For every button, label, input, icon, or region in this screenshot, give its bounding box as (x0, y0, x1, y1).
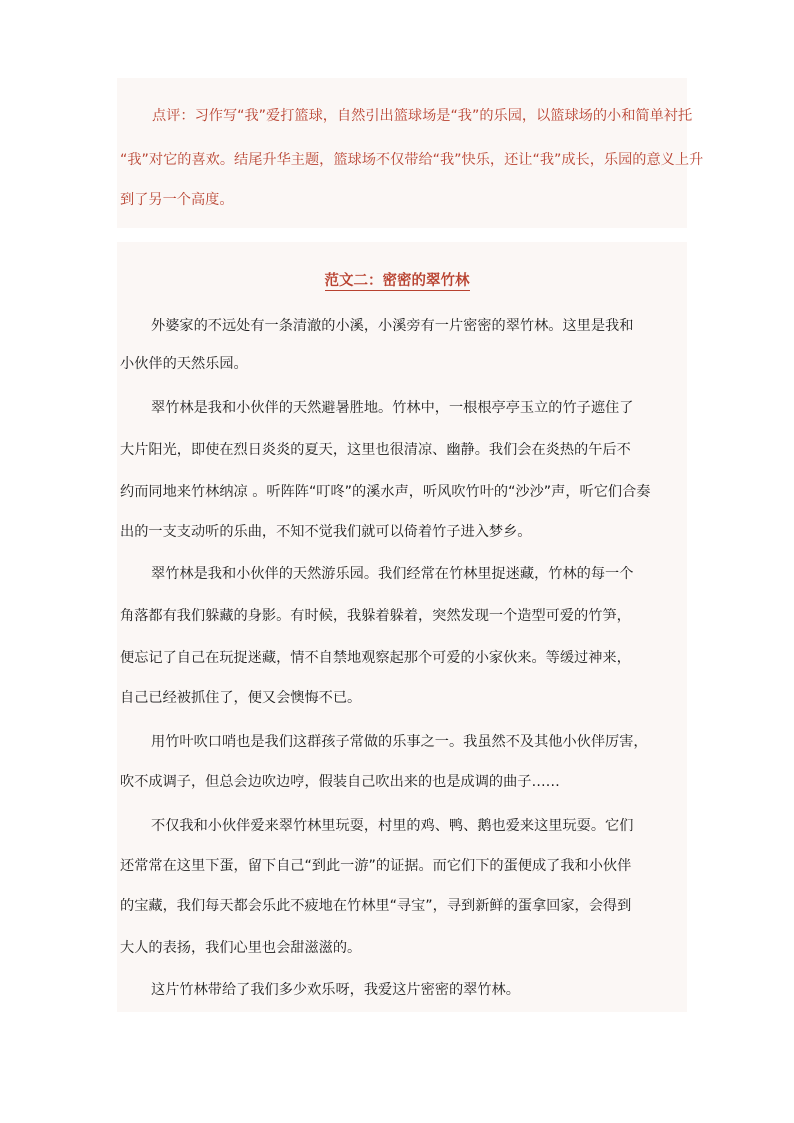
paragraph-line: 的宝藏，我们每天都会乐此不疲地在竹林里“寻宝”，寻到新鲜的蛋拿回家，会得到 (120, 898, 632, 914)
paragraph-line: 外婆家的不远处有一条清澈的小溪，小溪旁有一片密密的翠竹林。这里是我和 (151, 318, 634, 334)
comment-line-2: “我”对它的喜欢。结尾升华主题，篮球场不仅带给“我”快乐，还让“我”成长，乐园的意义上升 (120, 152, 704, 168)
paragraph-line: 翠竹林是我和小伙伴的天然避暑胜地。竹林中，一根根亭亭玉立的竹子遮住了 (151, 400, 634, 416)
paragraph-line: 小伙伴的天然乐园。 (120, 356, 248, 372)
paragraph-line: 不仅我和小伙伴爱来翠竹林里玩耍，村里的鸡、鸭、鹅也爱来这里玩耍。它们 (151, 818, 634, 834)
paragraph-line: 这片竹林带给了我们多少欢乐呀，我爱这片密密的翠竹林。 (151, 982, 520, 998)
paragraph-line: 角落都有我们躲藏的身影。有时候，我躲着躲着，突然发现一个造型可爱的竹笋， (120, 608, 631, 624)
comment-line-3: 到了另一个高度。 (120, 192, 234, 208)
comment-line-1: 点评：习作写“我”爱打篮球，自然引出篮球场是“我”的乐园，以篮球场的小和简单衬托 (152, 108, 693, 124)
paragraph-line: 用竹叶吹口哨也是我们这群孩子常做的乐事之一。我虽然不及其他小伙伴厉害， (151, 734, 648, 750)
paragraph-line: 自己已经被抓住了，便又会懊悔不已。 (120, 690, 362, 706)
paragraph-line: 约而同地来竹林纳凉 。听阵阵“叮咚”的溪水声，听风吹竹叶的“沙沙”声，听它们合奏 (120, 484, 651, 500)
paragraph-line: 翠竹林是我和小伙伴的天然游乐园。我们经常在竹林里捉迷藏，竹林的每一个 (151, 566, 634, 582)
paragraph-line: 吹不成调子，但总会边吹边哼，假装自己吹出来的也是成调的曲子…… (120, 774, 560, 790)
paragraph-line: 大人的表扬，我们心里也会甜滋滋的。 (120, 940, 362, 956)
paragraph-line: 还常常在这里下蛋，留下自己“到此一游”的证据。而它们下的蛋便成了我和小伙伴 (120, 858, 632, 874)
essay-title-text: 范文二：密密的翠竹林 (324, 273, 470, 289)
paragraph-line: 大片阳光，即使在烈日炎炎的夏天，这里也很清凉、幽静。我们会在炎热的午后不 (120, 442, 631, 458)
essay-title (0, 270, 794, 292)
paragraph-line: 出的一支支动听的乐曲，不知不觉我们就可以倚着竹子进入梦乡。 (120, 524, 532, 540)
paragraph-line: 便忘记了自己在玩捉迷藏，情不自禁地观察起那个可爱的小家伙来。等缓过神来， (120, 650, 631, 666)
